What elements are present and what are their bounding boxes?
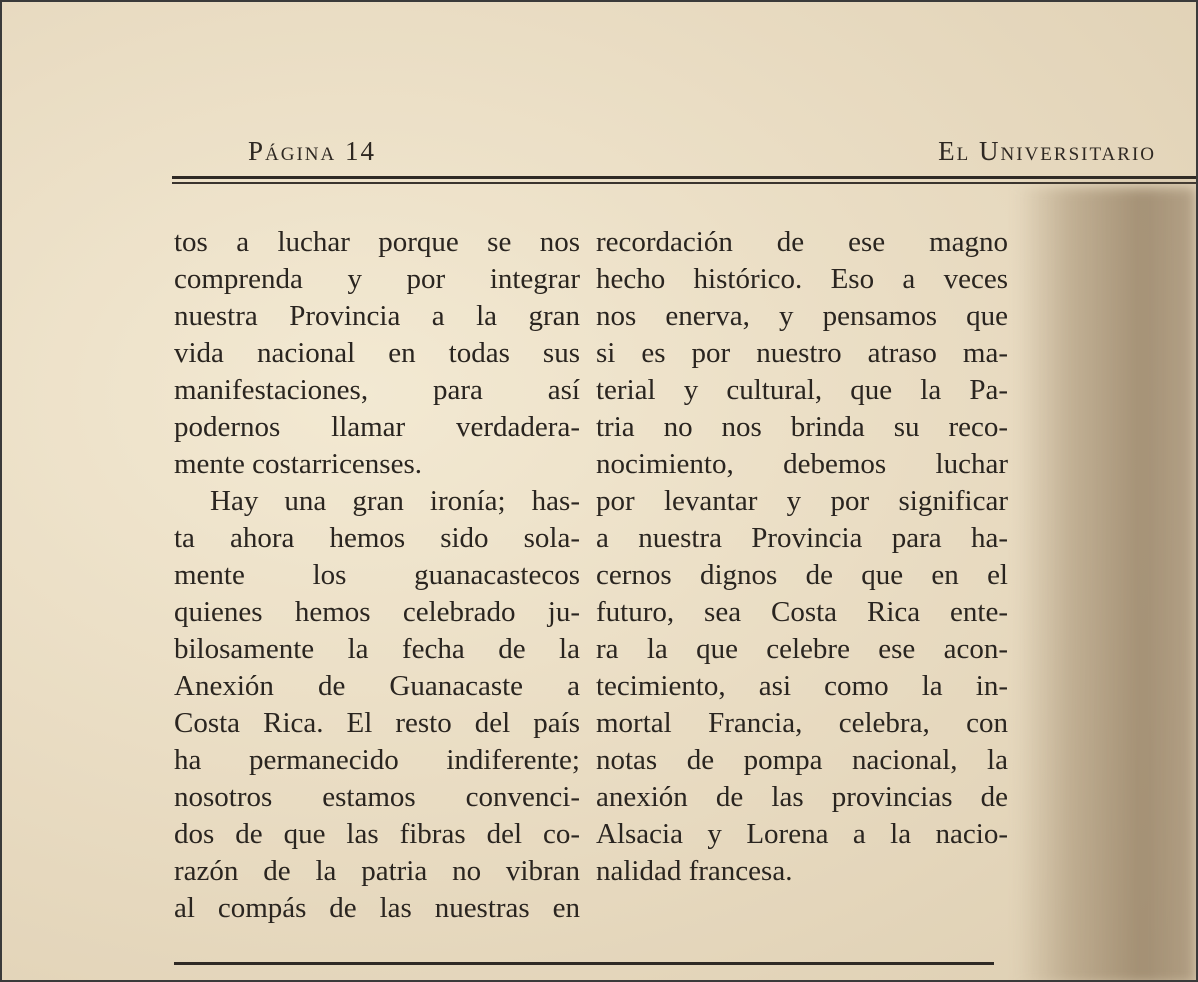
text-line: ra la que celebre ese acon- — [596, 633, 1008, 665]
header-rule-secondary — [172, 182, 1198, 184]
text-line: vida nacional en todas sus — [174, 337, 580, 369]
text-line: nosotros estamos convenci- — [174, 781, 580, 813]
text-line: futuro, sea Costa Rica ente- — [596, 596, 1008, 628]
text-line: razón de la patria no vibran — [174, 855, 580, 887]
text-line: mente los guanacastecos — [174, 559, 580, 591]
footer-rule — [174, 962, 994, 965]
text-line: anexión de las provincias de — [596, 781, 1008, 813]
text-line: dos de que las fibras del co- — [174, 818, 580, 850]
text-line: si es por nuestro atraso ma- — [596, 337, 1008, 369]
header-rule — [172, 176, 1198, 179]
text-line: comprenda y por integrar — [174, 263, 580, 295]
page-edge-shadow — [1016, 187, 1196, 982]
text-line: nos enerva, y pensamos que — [596, 300, 1008, 332]
masthead-title: El Universitario — [938, 136, 1156, 166]
text-line: notas de pompa nacional, la — [596, 744, 1008, 776]
page-number: Página 14 — [248, 136, 376, 166]
text-line: por levantar y por significar — [596, 485, 1008, 517]
left-column — [174, 224, 580, 927]
text-line: terial y cultural, que la Pa- — [596, 374, 1008, 406]
text-line: bilosamente la fecha de la — [174, 633, 580, 665]
text-line: hecho histórico. Eso a veces — [596, 263, 1008, 295]
text-line: tecimiento, asi como la in- — [596, 670, 1008, 702]
text-line: mortal Francia, celebra, con — [596, 707, 1008, 739]
text-line: recordación de ese magno — [596, 226, 1008, 258]
text-line: ta ahora hemos sido sola- — [174, 522, 580, 554]
text-line: a nuestra Provincia para ha- — [596, 522, 1008, 554]
text-line: Hay una gran ironía; has- — [210, 485, 580, 517]
text-line: ha permanecido indiferente; — [174, 744, 580, 776]
text-line: tos a luchar porque se nos — [174, 226, 580, 258]
text-line: tria no nos brinda su reco- — [596, 411, 1008, 443]
text-line: nalidad francesa. — [596, 855, 793, 887]
page-header — [172, 132, 1156, 172]
text-line: cernos dignos de que en el — [596, 559, 1008, 591]
text-line: Alsacia y Lorena a la nacio- — [596, 818, 1008, 850]
text-line: manifestaciones, para así — [174, 374, 580, 406]
text-line: al compás de las nuestras en — [174, 892, 580, 924]
text-line: quienes hemos celebrado ju- — [174, 596, 580, 628]
text-line: Anexión de Guanacaste a — [174, 670, 580, 702]
text-line: Costa Rica. El resto del país — [174, 707, 580, 739]
text-line: nocimiento, debemos luchar — [596, 448, 1008, 480]
text-line: podernos llamar verdadera- — [174, 411, 580, 443]
right-column — [596, 224, 1008, 890]
text-line: mente costarricenses. — [174, 448, 423, 480]
text-line: nuestra Provincia a la gran — [174, 300, 580, 332]
